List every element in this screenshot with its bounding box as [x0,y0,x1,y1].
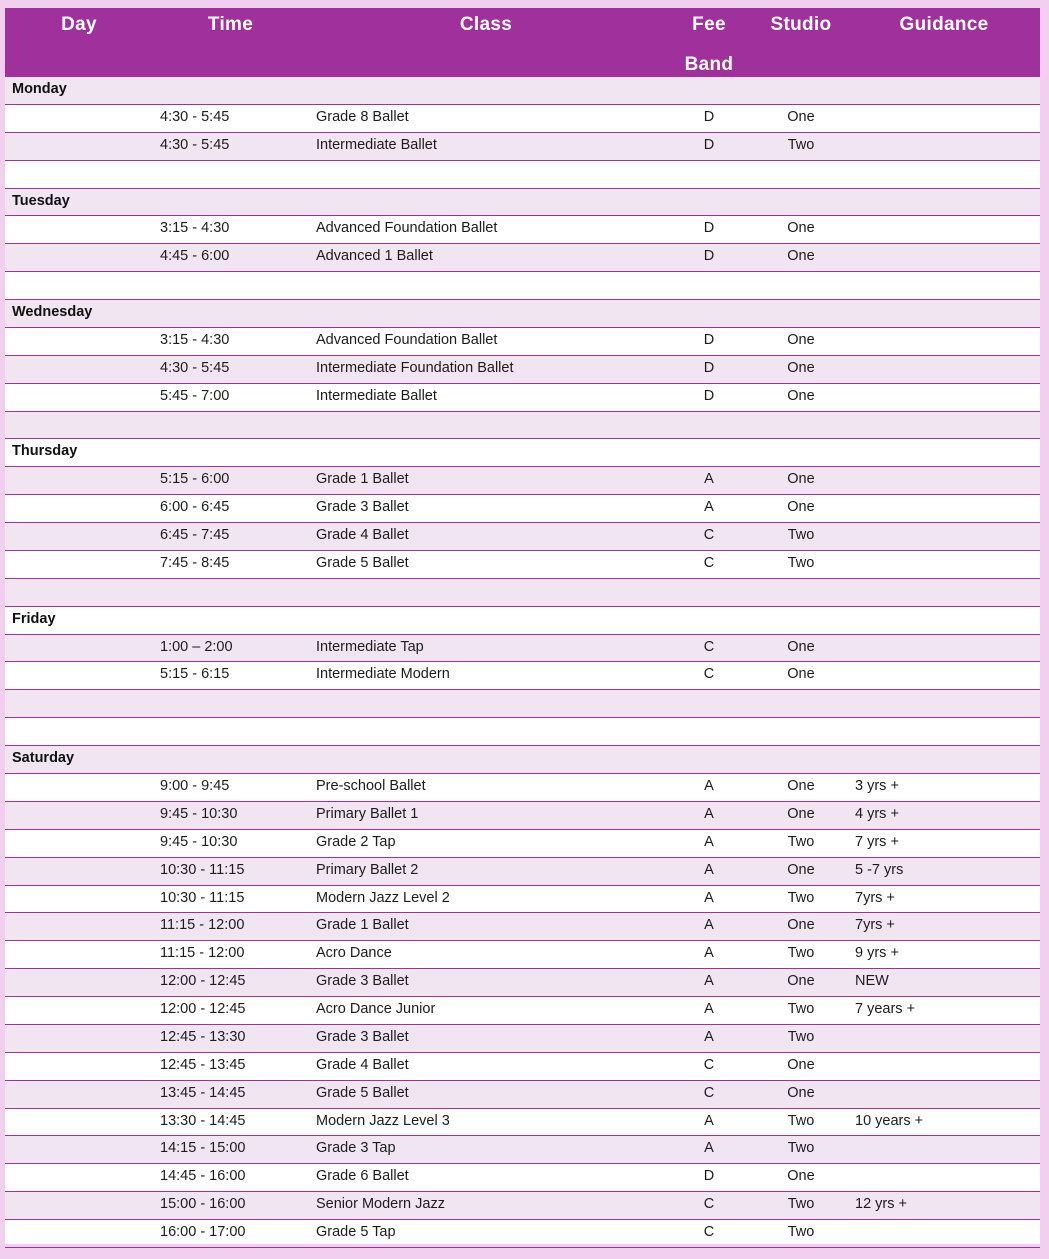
fee-band: D [703,220,715,237]
studio: Two [787,136,815,153]
fee-band: A [704,805,714,822]
fee-band: C [703,1084,715,1101]
class-time: 12:00 - 12:45 [160,973,246,990]
fee-band: A [704,973,714,990]
studio: One [787,1084,815,1101]
class-name: Grade 3 Ballet [316,973,409,990]
table-row [5,523,1040,551]
table-row [5,1164,1040,1192]
day-heading-row [5,300,1040,328]
class-time: 12:00 - 12:45 [160,1001,246,1018]
table-row [5,997,1040,1025]
header-day: Day [61,14,97,35]
studio: One [787,805,815,822]
studio: One [787,1168,815,1185]
class-name: Grade 4 Ballet [316,1056,409,1073]
studio: One [787,1056,815,1073]
day-name: Thursday [12,443,78,460]
class-time: 9:00 - 9:45 [160,778,230,794]
studio: Two [787,945,815,962]
class-name: Advanced Foundation Ballet [316,220,498,237]
class-time: 1:00 – 2:00 [160,638,233,655]
class-time: 7:45 - 8:45 [160,554,230,571]
fee-band: A [704,778,714,794]
fee-band: D [703,387,715,404]
studio: One [787,359,815,376]
studio: One [787,499,815,516]
guidance: 5 -7 yrs [855,861,904,878]
timetable [5,8,1040,1244]
table-row [5,886,1040,914]
header-class: Class [459,14,513,35]
day-name: Monday [12,81,67,97]
spacer-row [5,718,1040,746]
class-name: Primary Ballet 1 [316,805,419,822]
table-row [5,551,1040,579]
studio: Two [787,1140,815,1157]
table-row [5,384,1040,412]
table-row [5,467,1040,495]
fee-band: A [704,833,714,850]
table-row [5,662,1040,690]
studio: Two [787,1001,815,1018]
guidance: 3 yrs + [855,778,899,794]
fee-band: C [703,1056,715,1073]
header-fee-line1: Fee [692,14,726,35]
spacer-row [5,161,1040,189]
fee-band: C [703,554,715,571]
class-time: 6:00 - 6:45 [160,499,230,516]
fee-band: A [704,1140,714,1157]
fee-band: D [703,359,715,376]
class-time: 10:30 - 11:15 [160,889,245,906]
studio: Two [787,1224,815,1241]
guidance: 12 yrs + [855,1196,907,1213]
guidance: 7yrs + [855,917,895,934]
header-fee-line2: Band [684,54,734,75]
class-time: 13:30 - 14:45 [160,1112,246,1129]
studio: One [787,917,815,934]
fee-band: D [703,108,715,125]
header-guidance: Guidance [899,14,989,35]
class-time: 4:30 - 5:45 [160,359,230,376]
studio: Two [787,554,815,571]
fee-band: C [703,1196,715,1213]
class-name: Grade 3 Ballet [316,499,409,516]
spacer-row [5,690,1040,718]
class-time: 5:15 - 6:00 [160,471,230,488]
class-name: Advanced Foundation Ballet [316,331,498,348]
class-name: Grade 3 Ballet [316,1028,409,1045]
table-row [5,216,1040,244]
header-time: Time [207,14,254,35]
guidance: 10 years + [855,1112,924,1129]
class-name: Intermediate Ballet [316,387,437,404]
spacer-row [5,579,1040,607]
class-time: 4:45 - 6:00 [160,248,230,265]
fee-band: C [703,527,715,544]
fee-band: C [703,1224,715,1241]
studio: One [787,638,815,655]
fee-band: A [704,917,714,934]
studio: Two [787,1028,815,1045]
day-heading-row [5,77,1040,105]
table-row [5,941,1040,969]
class-name: Modern Jazz Level 3 [316,1112,450,1129]
class-time: 13:45 - 14:45 [160,1084,246,1101]
class-time: 4:30 - 5:45 [160,108,230,125]
table-row [5,1053,1040,1081]
studio: One [787,387,815,404]
class-time: 5:15 - 6:15 [160,666,230,683]
class-time: 3:15 - 4:30 [160,220,230,237]
class-time: 4:30 - 5:45 [160,136,230,153]
studio: Two [787,833,815,850]
table-row [5,356,1040,384]
class-time: 12:45 - 13:30 [160,1028,246,1045]
spacer-row [5,272,1040,300]
studio: One [787,248,815,265]
spacer-row [5,412,1040,440]
class-name: Intermediate Tap [316,638,424,655]
day-heading-row [5,439,1040,467]
fee-band: A [704,1028,714,1045]
class-time: 6:45 - 7:45 [160,527,230,544]
day-heading-row [5,746,1040,774]
table-row [5,802,1040,830]
studio: One [787,973,815,990]
fee-band: D [703,331,715,348]
class-time: 10:30 - 11:15 [160,861,245,878]
fee-band: A [704,471,714,488]
class-time: 3:15 - 4:30 [160,331,230,348]
studio: One [787,108,815,125]
guidance: 7yrs + [855,889,895,906]
table-row [5,244,1040,272]
table-row [5,830,1040,858]
fee-band: A [704,945,714,962]
class-time: 15:00 - 16:00 [160,1196,246,1213]
class-time: 16:00 - 17:00 [160,1224,246,1241]
fee-band: C [703,638,715,655]
class-name: Grade 1 Ballet [316,471,409,488]
class-name: Intermediate Ballet [316,136,437,153]
fee-band: A [704,889,714,906]
day-name: Saturday [12,750,75,767]
table-row [5,774,1040,802]
table-row [5,1136,1040,1164]
class-name: Grade 4 Ballet [316,527,409,544]
studio: Two [787,1196,815,1213]
studio: Two [787,1112,815,1129]
class-time: 12:45 - 13:45 [160,1056,246,1073]
class-time: 5:45 - 7:00 [160,387,230,404]
fee-band: A [704,1112,714,1129]
class-time: 9:45 - 10:30 [160,805,238,822]
fee-band: C [703,666,715,683]
fee-band: A [704,1001,714,1018]
fee-band: D [703,136,715,153]
table-row [5,913,1040,941]
class-name: Grade 5 Ballet [316,1084,409,1101]
studio: One [787,778,815,794]
day-name: Wednesday [12,304,93,321]
table-row [5,328,1040,356]
table-row [5,635,1040,663]
class-time: 14:45 - 16:00 [160,1168,246,1185]
table-row [5,1220,1040,1248]
class-name: Acro Dance [316,945,392,962]
studio: Two [787,527,815,544]
studio: One [787,471,815,488]
class-name: Intermediate Foundation Ballet [316,359,514,376]
class-name: Acro Dance Junior [316,1001,436,1018]
guidance: 9 yrs + [855,945,899,962]
class-name: Grade 1 Ballet [316,917,409,934]
fee-band: D [703,248,715,265]
table-row [5,1025,1040,1053]
table-row [5,133,1040,161]
class-name: Pre-school Ballet [316,778,426,794]
studio: One [787,220,815,237]
class-time: 11:15 - 12:00 [160,945,245,962]
class-name: Senior Modern Jazz [316,1196,445,1213]
fee-band: A [704,499,714,516]
class-name: Grade 2 Tap [316,833,396,850]
class-name: Grade 8 Ballet [316,108,409,125]
day-heading-row [5,189,1040,217]
class-time: 9:45 - 10:30 [160,833,238,850]
guidance: 4 yrs + [855,805,899,822]
class-name: Intermediate Modern [316,666,450,683]
guidance: 7 years + [855,1001,916,1018]
guidance: 7 yrs + [855,833,899,850]
class-time: 14:15 - 15:00 [160,1140,246,1157]
table-row [5,105,1040,133]
day-name: Tuesday [12,192,70,209]
day-name: Friday [12,610,56,627]
guidance: NEW [855,973,889,990]
fee-band: D [703,1168,715,1185]
table-row [5,1192,1040,1220]
table-row [5,495,1040,523]
class-name: Grade 5 Tap [316,1224,396,1241]
header-studio: Studio [770,14,832,35]
class-time: 11:15 - 12:00 [160,917,245,934]
class-name: Grade 6 Ballet [316,1168,409,1185]
studio: One [787,666,815,683]
table-row [5,969,1040,997]
class-name: Grade 3 Tap [316,1140,396,1157]
class-name: Grade 5 Ballet [316,554,409,571]
table-header [5,8,1040,77]
header-fee-band [664,5,754,85]
table-row [5,1109,1040,1137]
class-name: Modern Jazz Level 2 [316,889,450,906]
class-name: Advanced 1 Ballet [316,248,433,265]
studio: One [787,331,815,348]
day-heading-row [5,607,1040,635]
fee-band: A [704,861,714,878]
class-name: Primary Ballet 2 [316,861,419,878]
studio: One [787,861,815,878]
table-row [5,1081,1040,1109]
studio: Two [787,889,815,906]
table-row [5,858,1040,886]
